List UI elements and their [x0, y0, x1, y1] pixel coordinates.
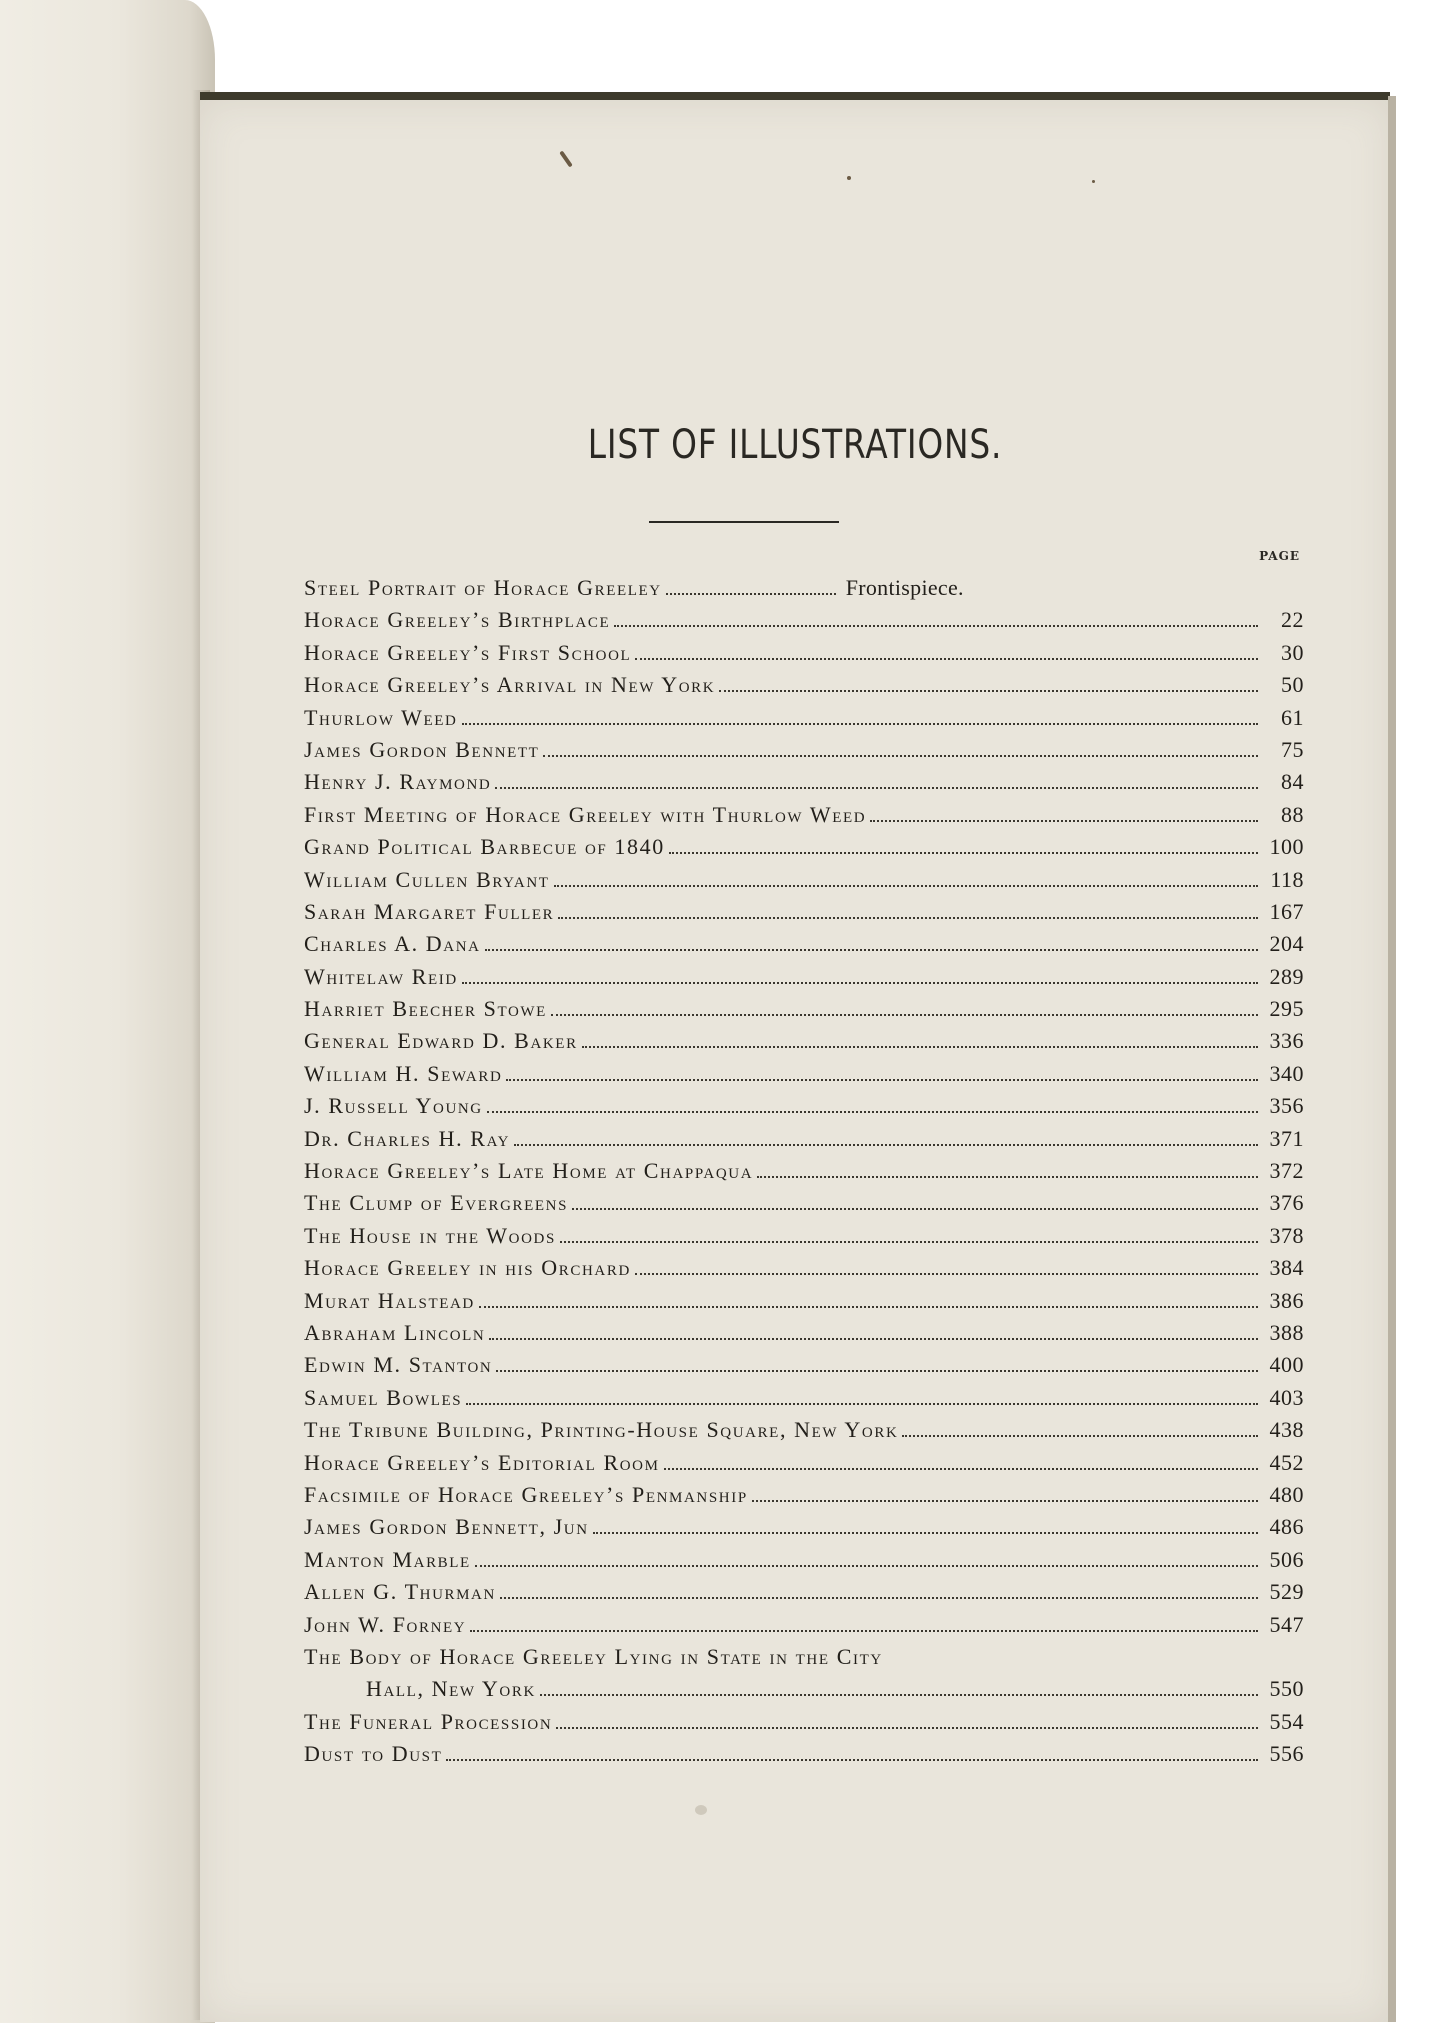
entry-title: Horace Greeley’s First School — [304, 639, 632, 665]
leader-dots — [551, 1014, 1258, 1016]
entry-title: The Clump of Evergreens — [304, 1190, 569, 1216]
list-item — [304, 1090, 1304, 1122]
list-item — [304, 1576, 1304, 1608]
list-item — [304, 734, 1304, 766]
leader-dots — [554, 885, 1258, 887]
entry-page: Frontispiece. — [845, 575, 964, 600]
entry-page: 204 — [1269, 931, 1304, 957]
entry-title: Horace Greeley’s Arrival in New York — [304, 672, 716, 698]
leader-dots — [556, 1727, 1258, 1729]
paper-speck — [695, 1805, 707, 1815]
entry-page: 336 — [1269, 1028, 1304, 1054]
entry-page: 295 — [1269, 996, 1304, 1022]
leader-dots — [500, 1597, 1258, 1599]
list-item — [304, 928, 1304, 960]
entry-title: Sarah Margaret Fuller — [304, 898, 555, 924]
entry-title: Manton Marble — [304, 1546, 471, 1572]
list-item — [304, 572, 1304, 604]
entry-page: 61 — [1281, 704, 1304, 730]
page-title: LIST OF ILLUSTRATIONS. — [587, 422, 1003, 468]
list-item — [304, 1317, 1304, 1349]
entry-page: 340 — [1269, 1060, 1304, 1086]
list-item — [304, 1738, 1304, 1770]
list-item — [304, 1025, 1304, 1057]
entry-page: 403 — [1269, 1384, 1304, 1410]
entry-page: 30 — [1281, 639, 1304, 665]
entry-title: Whitelaw Reid — [304, 963, 458, 989]
leader-dots — [752, 1500, 1258, 1502]
page-column-label: PAGE — [1259, 549, 1300, 563]
list-item — [304, 1414, 1304, 1446]
list-item — [304, 896, 1304, 928]
leader-dots — [902, 1435, 1258, 1437]
entry-title: Harriet Beecher Stowe — [304, 996, 547, 1022]
leader-dots — [572, 1208, 1258, 1210]
leader-dots — [543, 755, 1258, 757]
leader-dots — [487, 1111, 1258, 1113]
entry-title: James Gordon Bennett, Jun — [304, 1514, 589, 1540]
leader-dots — [558, 917, 1258, 919]
entry-page: 75 — [1281, 736, 1304, 762]
entry-page: 556 — [1269, 1741, 1304, 1767]
leader-dots — [870, 820, 1258, 822]
leader-dots — [540, 1694, 1258, 1696]
entry-page: 486 — [1269, 1514, 1304, 1540]
title-rule — [649, 521, 839, 523]
leader-dots — [514, 1144, 1258, 1146]
entry-title: William H. Seward — [304, 1060, 503, 1086]
entry-page: 388 — [1269, 1319, 1304, 1345]
entry-page: 356 — [1269, 1093, 1304, 1119]
entry-page: 376 — [1269, 1190, 1304, 1216]
entry-title: The Funeral Procession — [304, 1708, 553, 1734]
leader-dots — [466, 1403, 1258, 1405]
book-page — [200, 100, 1390, 2022]
entry-title: The Body of Horace Greeley Lying in State in the City — [304, 1643, 883, 1669]
entry-page: 289 — [1269, 963, 1304, 989]
list-item — [304, 637, 1304, 669]
entry-page: 550 — [1269, 1676, 1304, 1702]
entry-page: 167 — [1269, 898, 1304, 924]
list-item — [304, 702, 1304, 734]
entry-title: John W. Forney — [304, 1611, 467, 1637]
entry-page: 452 — [1269, 1449, 1304, 1475]
list-item — [304, 1382, 1304, 1414]
list-item — [304, 1058, 1304, 1090]
leader-dots — [496, 1370, 1258, 1372]
leader-dots — [593, 1532, 1258, 1534]
entry-title: First Meeting of Horace Greeley with Thurlow Weed — [304, 801, 867, 827]
list-item — [304, 604, 1304, 636]
list-item — [304, 1123, 1304, 1155]
entry-title: Samuel Bowles — [304, 1384, 463, 1410]
entry-title: Dust to Dust — [304, 1741, 443, 1767]
list-item — [304, 1155, 1304, 1187]
leader-dots — [446, 1759, 1258, 1761]
list-item — [304, 1706, 1304, 1738]
entry-title: Dr. Charles H. Ray — [304, 1125, 511, 1151]
list-item — [304, 1479, 1304, 1511]
entry-page: 371 — [1269, 1125, 1304, 1151]
entry-page: 480 — [1269, 1481, 1304, 1507]
leader-dots — [462, 982, 1258, 984]
list-item — [304, 1609, 1304, 1641]
entry-title: Thurlow Weed — [304, 704, 458, 730]
list-item — [304, 1641, 1304, 1673]
entry-title: James Gordon Bennett — [304, 736, 540, 762]
entry-page: 88 — [1281, 801, 1304, 827]
entry-page: 438 — [1269, 1417, 1304, 1443]
entry-page: 118 — [1270, 866, 1304, 892]
entry-page: 400 — [1269, 1352, 1304, 1378]
entry-page: 386 — [1269, 1287, 1304, 1313]
leader-dots — [582, 1046, 1258, 1048]
left-page — [0, 0, 215, 2023]
leader-dots — [470, 1630, 1258, 1632]
leader-dots — [506, 1079, 1258, 1081]
list-item — [304, 961, 1304, 993]
leader-dots — [475, 1565, 1258, 1567]
leader-dots — [495, 787, 1258, 789]
list-item — [304, 864, 1304, 896]
entry-title: General Edward D. Baker — [304, 1028, 578, 1054]
list-item — [304, 993, 1304, 1025]
paper-speck — [847, 176, 851, 180]
leader-dots — [462, 723, 1259, 725]
entry-title: Abraham Lincoln — [304, 1319, 486, 1345]
entry-title: Steel Portrait of Horace Greeley — [304, 575, 662, 600]
list-item-continuation — [304, 1673, 1304, 1705]
leader-dots — [666, 593, 836, 595]
entry-title: Charles A. Dana — [304, 931, 481, 957]
leader-dots — [560, 1241, 1258, 1243]
list-item — [304, 1511, 1304, 1543]
entry-title: Edwin M. Stanton — [304, 1352, 493, 1378]
leader-dots — [664, 1468, 1258, 1470]
leader-dots — [479, 1306, 1258, 1308]
entry-title: Facsimile of Horace Greeley’s Penmanship — [304, 1481, 748, 1507]
paper-speck — [1092, 180, 1095, 183]
paper-speck — [559, 150, 573, 167]
leader-dots — [719, 690, 1258, 692]
list-item — [304, 1349, 1304, 1381]
list-item — [304, 1187, 1304, 1219]
entry-page: 22 — [1281, 607, 1304, 633]
entry-title: Horace Greeley’s Birthplace — [304, 607, 611, 633]
entry-title: Allen G. Thurman — [304, 1579, 496, 1605]
list-item — [304, 1544, 1304, 1576]
list-item — [304, 1252, 1304, 1284]
entry-title: Horace Greeley in his Orchard — [304, 1255, 631, 1281]
entry-title: Henry J. Raymond — [304, 769, 492, 795]
entry-page: 547 — [1269, 1611, 1304, 1637]
entry-title: Grand Political Barbecue of 1840 — [304, 834, 665, 860]
entry-title: The House in the Woods — [304, 1222, 556, 1248]
list-item — [304, 1220, 1304, 1252]
list-item — [304, 1285, 1304, 1317]
entry-title-continuation: Hall, New York — [366, 1676, 536, 1702]
entry-title: Horace Greeley’s Editorial Room — [304, 1449, 660, 1475]
list-item — [304, 766, 1304, 798]
list-item — [304, 799, 1304, 831]
leader-dots — [489, 1338, 1258, 1340]
entry-page: 100 — [1269, 834, 1304, 860]
entry-title: William Cullen Bryant — [304, 866, 550, 892]
list-item — [304, 1447, 1304, 1479]
leader-dots — [635, 658, 1258, 660]
entry-page: 506 — [1269, 1546, 1304, 1572]
entry-page: 554 — [1269, 1708, 1304, 1734]
entry-page: 529 — [1269, 1579, 1304, 1605]
entry-page: 378 — [1269, 1222, 1304, 1248]
entry-title: Horace Greeley’s Late Home at Chappaqua — [304, 1158, 754, 1184]
entry-page: 384 — [1269, 1255, 1304, 1281]
entry-title: The Tribune Building, Printing-House Square, New York — [304, 1417, 899, 1443]
leader-dots — [757, 1176, 1258, 1178]
entry-page: 372 — [1269, 1158, 1304, 1184]
entry-page: 84 — [1281, 769, 1304, 795]
entry-page: 50 — [1281, 672, 1304, 698]
leader-dots — [614, 625, 1258, 627]
entry-title: Murat Halstead — [304, 1287, 475, 1313]
leader-dots — [485, 949, 1258, 951]
list-item — [304, 669, 1304, 701]
page-right-edge — [1388, 96, 1396, 2022]
leader-dots — [669, 852, 1258, 854]
illustrations-list — [304, 572, 1304, 1770]
list-item — [304, 831, 1304, 863]
entry-title: J. Russell Young — [304, 1093, 483, 1119]
leader-dots — [635, 1273, 1258, 1275]
